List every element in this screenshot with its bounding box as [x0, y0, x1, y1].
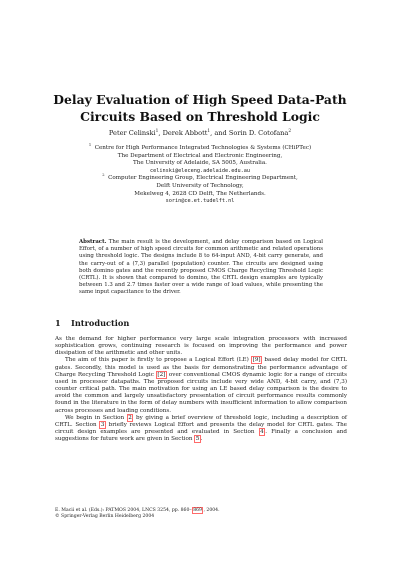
affiliation-number: 1 [88, 143, 92, 148]
cross-reference-link[interactable]: [2] [157, 371, 166, 378]
affiliation-line: Mekelweg 4, 2628 CD Delft, The Netherlands. [134, 190, 266, 197]
affiliation-email[interactable]: celinski@eleceng.adelaide.edu.au [150, 167, 250, 174]
affiliation-line: Delft University of Technology, [156, 182, 244, 189]
affiliation-block [40, 175, 360, 205]
citation-page-link[interactable]: 869 [193, 508, 202, 513]
affiliation-line: Computer Engineering Group, Electrical Engineering Department, [108, 175, 298, 182]
author-affiliation-mark: 1 [155, 128, 159, 134]
author-name: Sorin D. Cotofana [228, 129, 289, 137]
cross-reference-link[interactable]: 3 [100, 421, 105, 428]
author-affiliation-mark: 1 [207, 128, 211, 134]
cross-reference-link[interactable]: [9] [252, 357, 261, 364]
author-affiliation-mark: 2 [288, 128, 292, 134]
paragraph-text: based delay model for CRTL gates. Secondly, this model is used as the basis for demonstrating the performance advantage of Charge Recycling Threshold Logic [55, 357, 347, 378]
affiliation-block [40, 145, 360, 175]
copyright-line: © Springer-Verlag Berlin Heidelberg 2004 [55, 514, 155, 519]
paper-title [40, 91, 360, 125]
author-name: Derek Abbott [162, 129, 208, 137]
title-line: Delay Evaluation of High Speed Data-Path [53, 92, 347, 107]
paragraph-text: We begin in Section [65, 414, 127, 421]
paragraph-text: over conventional CMOS dynamic logic for a range of circuits used in processor datapaths. The proposed circuits include very wide AND, 4-bit carry, and (7,3) counter critical path. The main motivation for using an LE based delay comparison is the desire to avoid the common and largely unsatisfactory presentation of circuit performance results commonly found in the literature in the form of delay numbers with insufficient information to allow comparison across processes and loading conditions. [55, 371, 348, 414]
author-name: Peter Celinski [108, 129, 156, 137]
affiliation-number: 2 [102, 173, 105, 178]
body-paragraph [55, 357, 347, 414]
cross-reference-link[interactable]: 4 [260, 429, 264, 436]
affiliation-line: The University of Adelaide, SA 5005, Australia. [133, 160, 267, 167]
author-list [40, 129, 360, 138]
paragraph-text: The aim of this paper is firstly to propose a Logical Effort (LE) [65, 357, 252, 364]
author-separator: , and [210, 129, 229, 137]
body-paragraph [55, 415, 347, 444]
abstract-label: Abstract. [79, 239, 107, 245]
abstract [79, 239, 323, 297]
body-paragraph [55, 336, 347, 357]
paragraph-text: briefly reviews Logical Effort and presents the delay model for CRTL gates. The circuit design examples are presented and evaluated in Section [55, 421, 347, 436]
author-separator: , [158, 129, 163, 137]
title-line: Circuits Based on Threshold Logic [80, 109, 320, 124]
affiliation-email[interactable]: sorin@ce.et.tudelft.nl [165, 198, 235, 205]
abstract-text: The main result is the development, and delay comparison based on Logical Effort, of a number of high speed circuits for common arithmetic and related operations using threshold logic. The designs include 8 to 64-input AND, 4-bit carry generate, and the carry-out of a (7,3) parallel (population) counter. The circuits are designed using both domino gates and the recently proposed CMOS Charge Recycling Threshold Logic (CRTL). It is shown that compared to domino, the CRTL design examples are typically between 1.3 and 2.7 times faster over a wide range of load values, while presenting the same input capacitance to the driver. [79, 239, 324, 296]
section-title: Introduction [71, 318, 130, 328]
paragraph-text: . [200, 436, 203, 443]
footer [55, 508, 347, 520]
affiliations [40, 145, 360, 206]
paragraph-text: by giving a brief overview of threshold logic, including a description of CRTL. Section [55, 414, 347, 428]
affiliation-line: Centre for High Performance Integrated Technologies & Systems (CHiPTec) [94, 145, 312, 151]
cross-reference-link[interactable]: 5 [195, 436, 200, 443]
body-text [55, 336, 347, 443]
section-heading [55, 318, 345, 328]
section-number: 1 [55, 318, 61, 328]
affiliation-line: The Department of Electrical and Electronic Engineering, [117, 152, 283, 159]
cross-reference-link[interactable]: 2 [128, 414, 132, 421]
citation-line: E. Macii et al. (Eds.): PATMOS 2004, LNCS 3254, pp. 860– 869 , 2004. [55, 508, 220, 513]
paragraph-text: As the demand for higher performance very large scale integration processors with increased sophistication grows, continuing research is focused on improving the performance and power dissipation of the arithmetic and other units. [55, 336, 347, 357]
paragraph-text: . Finally a conclusion and suggestions for future work are given in Section [55, 429, 347, 443]
